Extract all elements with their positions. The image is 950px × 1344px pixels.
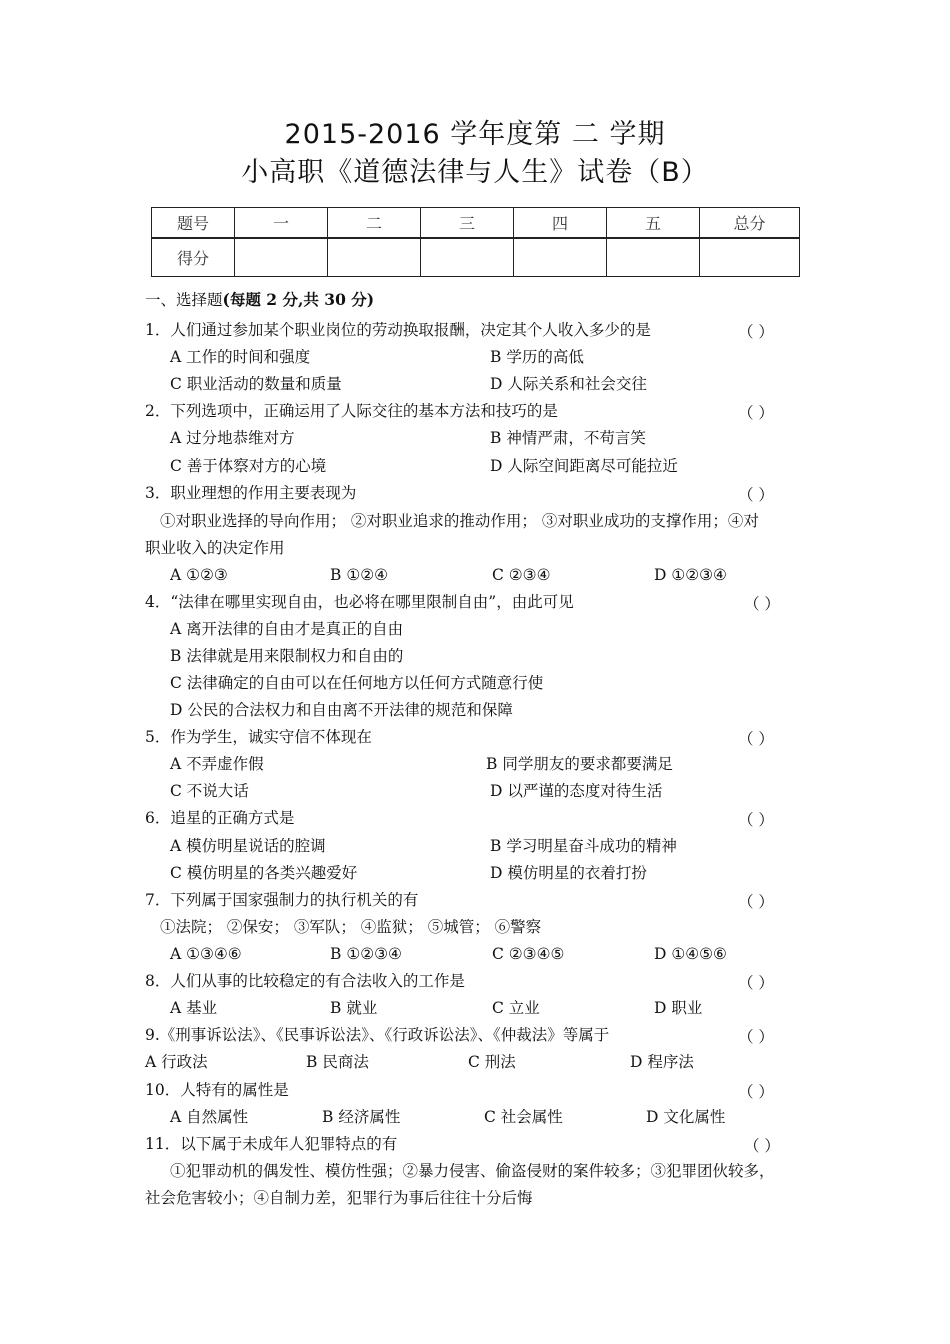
question-items: ①对职业选择的导向作用； ②对职业追求的推动作用； ③对职业成功的支撑作用；④对: [160, 512, 759, 530]
option-d: D 人际关系和社会交往: [490, 375, 647, 393]
option-d: D 人际空间距离尽可能拉近: [490, 457, 678, 475]
score-header-cell: 四: [514, 208, 607, 239]
option-a: A 自然属性: [170, 1108, 249, 1126]
question-stem: 6．追星的正确方式是: [145, 809, 295, 827]
answer-paren[interactable]: （ ）: [738, 323, 774, 341]
option-a: A ①②③: [170, 566, 228, 584]
option-c: C 刑法: [468, 1053, 516, 1071]
score-row-label: 得分: [152, 238, 235, 277]
score-cell[interactable]: [235, 238, 328, 277]
option-b: B 就业: [330, 999, 378, 1017]
score-cell[interactable]: [607, 238, 700, 277]
option-b: B 民商法: [306, 1053, 369, 1071]
answer-paren[interactable]: （ ）: [744, 1137, 780, 1155]
option-b: B 经济属性: [322, 1108, 401, 1126]
question-stem: 11．以下属于未成年人犯罪特点的有: [145, 1135, 398, 1153]
question-stem: 8．人们从事的比较稳定的有合法收入的工作是: [145, 972, 465, 990]
answer-paren[interactable]: （ ）: [738, 730, 774, 748]
answer-paren[interactable]: （ ）: [738, 1083, 774, 1101]
option-c: C 社会属性: [484, 1108, 563, 1126]
option-a: A ①③④⑥: [170, 945, 242, 963]
question-stem: 2．下列选项中，正确运用了人际交往的基本方法和技巧的是: [145, 402, 558, 420]
section-total: 30: [324, 290, 346, 309]
score-header-cell: 总分: [700, 208, 800, 239]
score-cell[interactable]: [328, 238, 421, 277]
option-c: C 模仿明星的各类兴趣爱好: [170, 864, 358, 882]
section-points: 2: [266, 290, 278, 309]
answer-paren[interactable]: （ ）: [738, 811, 774, 829]
option-b: B 神情严肃，不苟言笑: [490, 429, 646, 447]
option-a: A 行政法: [145, 1053, 208, 1071]
score-header-cell: 题号: [152, 208, 235, 239]
option-d: D 以严谨的态度对待生活: [490, 782, 663, 800]
score-cell[interactable]: [700, 238, 800, 277]
score-cell[interactable]: [514, 238, 607, 277]
option-d: D 模仿明星的衣着打扮: [490, 864, 647, 882]
option-b: B ①②③④: [330, 945, 402, 963]
option-c: C 立业: [492, 999, 540, 1017]
answer-paren[interactable]: （ ）: [738, 486, 774, 504]
answer-paren[interactable]: （ ）: [738, 893, 774, 911]
exam-title-line2: 小高职《道德法律与人生》试卷（B）: [241, 157, 709, 188]
question-stem: 7．下列属于国家强制力的执行机关的有: [145, 891, 419, 909]
score-header-cell: 三: [421, 208, 514, 239]
score-header-cell: 五: [607, 208, 700, 239]
option-a: A 离开法律的自由才是真正的自由: [170, 620, 404, 638]
option-d: D ①④⑤⑥: [654, 945, 727, 963]
option-a: A 过分地恭维对方: [170, 429, 295, 447]
score-cell[interactable]: [421, 238, 514, 277]
option-d: D 公民的合法权力和自由离不开法律的规范和保障: [170, 701, 513, 719]
section-detail: (每题: [222, 290, 261, 309]
question-stem: 5．作为学生，诚实守信不体现在: [145, 728, 372, 746]
option-a: A 不弄虚作假: [170, 755, 264, 773]
answer-paren[interactable]: （ ）: [738, 1028, 774, 1046]
option-a: A 基业: [170, 999, 218, 1017]
option-c: C 善于体察对方的心境: [170, 457, 327, 475]
option-a: A 工作的时间和强度: [170, 348, 311, 366]
question-items: ①犯罪动机的偶发性、模仿性强；②暴力侵害、偷盗侵财的案件较多；③犯罪团伙较多，: [170, 1162, 775, 1180]
question-items: 职业收入的决定作用: [145, 539, 285, 557]
question-items: ①法院； ②保安； ③军队； ④监狱； ⑤城管； ⑥警察: [160, 918, 542, 936]
section-detail: 分,共: [282, 290, 319, 309]
option-b: B ①②④: [330, 566, 389, 584]
option-b: B 法律就是用来限制权力和自由的: [170, 647, 404, 665]
option-b: B 学习明星奋斗成功的精神: [490, 837, 677, 855]
score-table: [151, 207, 800, 277]
option-c: C 不说大话: [170, 782, 249, 800]
section-detail: 分): [351, 290, 375, 309]
question-stem: 1．人们通过参加某个职业岗位的劳动换取报酬，决定其个人收入多少的是: [145, 321, 651, 339]
answer-paren[interactable]: （ ）: [738, 974, 774, 992]
question-stem: 9.《刑事诉讼法》、《民事诉讼法》、《行政诉讼法》、《仲裁法》等属于: [145, 1026, 610, 1044]
question-stem: 3．职业理想的作用主要表现为: [145, 484, 357, 502]
exam-title-line1: 2015-2016 学年度第 二 学期: [284, 119, 666, 150]
question-items: 社会危害较小；④自制力差，犯罪行为事后往往十分后悔: [145, 1189, 533, 1207]
option-c: C ②③④⑤: [492, 945, 565, 963]
option-b: B 同学朋友的要求都要满足: [486, 755, 673, 773]
score-header-cell: 一: [235, 208, 328, 239]
option-c: C ②③④: [492, 566, 551, 584]
score-table-header-row: [152, 208, 800, 239]
section-heading: [145, 290, 374, 310]
answer-paren[interactable]: （ ）: [744, 595, 780, 613]
score-header-cell: 二: [328, 208, 421, 239]
option-d: D 程序法: [630, 1053, 694, 1071]
option-c: C 职业活动的数量和质量: [170, 375, 342, 393]
option-d: D 职业: [654, 999, 703, 1017]
option-d: D 文化属性: [646, 1108, 726, 1126]
question-stem: 4．“法律在哪里实现自由，也必将在哪里限制自由”，由此可见: [145, 593, 574, 611]
option-c: C 法律确定的自由可以在任何地方以任何方式随意行使: [170, 674, 544, 692]
answer-paren[interactable]: （ ）: [738, 404, 774, 422]
option-b: B 学历的高低: [490, 348, 584, 366]
score-table-score-row: [152, 238, 800, 277]
option-d: D ①②③④: [654, 566, 727, 584]
option-a: A 模仿明星说话的腔调: [170, 837, 326, 855]
question-stem: 10．人特有的属性是: [145, 1081, 289, 1099]
section-prefix: 一、选择题: [145, 291, 223, 309]
